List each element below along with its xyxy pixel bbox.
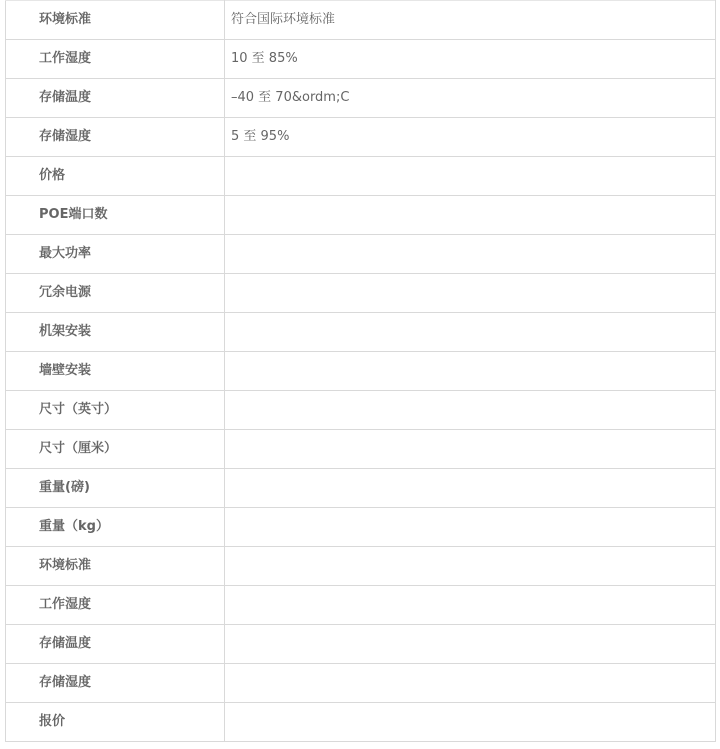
spec-label: 最大功率 (6, 235, 225, 274)
spec-value (225, 196, 716, 235)
table-row (6, 352, 716, 391)
spec-value (225, 352, 716, 391)
spec-label: 环境标准 (6, 547, 225, 586)
table-row (6, 118, 716, 157)
spec-label: 存储湿度 (6, 118, 225, 157)
spec-label: 重量（kg） (6, 508, 225, 547)
table-row (6, 196, 716, 235)
spec-label: 冗余电源 (6, 274, 225, 313)
spec-value (225, 313, 716, 352)
spec-label: 尺寸（英寸） (6, 391, 225, 430)
table-row (6, 391, 716, 430)
spec-value: 5 至 95% (225, 118, 716, 157)
spec-value: –40 至 70&ordm;C (225, 79, 716, 118)
table-row (6, 157, 716, 196)
spec-value (225, 235, 716, 274)
spec-label: 存储湿度 (6, 664, 225, 703)
table-row (6, 625, 716, 664)
spec-value (225, 430, 716, 469)
table-row (6, 586, 716, 625)
spec-value (225, 508, 716, 547)
table-row (6, 235, 716, 274)
spec-label: 工作湿度 (6, 40, 225, 79)
spec-value (225, 469, 716, 508)
spec-value: 符合国际环境标准 (225, 1, 716, 40)
table-row (6, 469, 716, 508)
table-row (6, 313, 716, 352)
spec-value (225, 664, 716, 703)
table-row (6, 703, 716, 742)
spec-label: 环境标准 (6, 1, 225, 40)
table-row (6, 79, 716, 118)
spec-table-body (6, 1, 716, 742)
spec-value (225, 703, 716, 742)
spec-label: 存储温度 (6, 625, 225, 664)
spec-label: 存储温度 (6, 79, 225, 118)
spec-label: 尺寸（厘米） (6, 430, 225, 469)
spec-value (225, 391, 716, 430)
spec-value (225, 586, 716, 625)
spec-label: 工作湿度 (6, 586, 225, 625)
table-row (6, 274, 716, 313)
spec-value (225, 625, 716, 664)
table-row (6, 1, 716, 40)
table-row (6, 40, 716, 79)
spec-label: 墙壁安装 (6, 352, 225, 391)
spec-label: 报价 (6, 703, 225, 742)
table-row (6, 664, 716, 703)
spec-label: 机架安装 (6, 313, 225, 352)
table-row (6, 508, 716, 547)
spec-label: 重量(磅) (6, 469, 225, 508)
table-row (6, 430, 716, 469)
spec-value (225, 274, 716, 313)
spec-value: 10 至 85% (225, 40, 716, 79)
spec-table (5, 0, 716, 742)
spec-value (225, 157, 716, 196)
table-row (6, 547, 716, 586)
spec-value (225, 547, 716, 586)
spec-label: POE端口数 (6, 196, 225, 235)
spec-label: 价格 (6, 157, 225, 196)
